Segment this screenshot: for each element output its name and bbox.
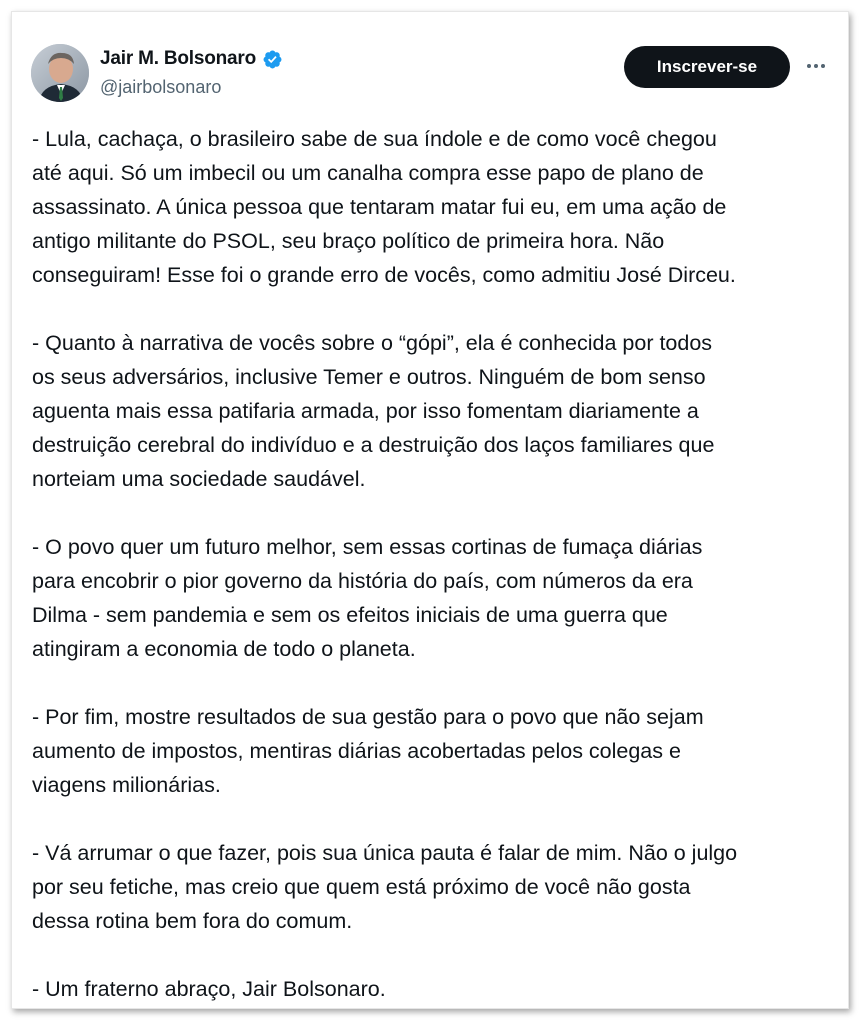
tweet-paragraph <box>32 530 832 666</box>
author-name-row[interactable] <box>100 48 283 70</box>
tweet-line: os seus adversários, inclusive Temer e outros. Ninguém de bom senso <box>32 365 706 389</box>
avatar-photo-icon <box>31 44 89 102</box>
tweet-line: por seu fetiche, mas creio que quem está próximo de você não gosta <box>32 875 691 899</box>
tweet-line: - Um fraterno abraço, Jair Bolsonaro. <box>32 977 386 1001</box>
tweet-line: atingiram a economia de todo o planeta. <box>32 637 416 661</box>
tweet-text <box>32 122 832 1006</box>
tweet-line: conseguiram! Esse foi o grande erro de vocês, como admitiu José Dirceu. <box>32 263 736 287</box>
tweet-line: - Lula, cachaça, o brasileiro sabe de sua índole e de como você chegou <box>32 127 717 151</box>
tweet-paragraph <box>32 326 832 496</box>
tweet-line: dessa rotina bem fora do comum. <box>32 909 353 933</box>
tweet-line: até aqui. Só um imbecil ou um canalha compra esse papo de plano de <box>32 161 704 185</box>
verified-badge-icon <box>262 49 283 70</box>
tweet-line: assassinato. A única pessoa que tentaram matar fui eu, em uma ação de <box>32 195 727 219</box>
tweet-line: aguenta mais essa patifaria armada, por isso fomentam diariamente a <box>32 399 699 423</box>
author-handle[interactable]: @jairbolsonaro <box>100 77 222 97</box>
tweet-line: viagens milionárias. <box>32 773 221 797</box>
tweet-line: - Vá arrumar o que fazer, pois sua única pauta é falar de mim. Não o julgo <box>32 841 738 865</box>
tweet-line: - Por fim, mostre resultados de sua gestão para o povo que não sejam <box>32 705 704 729</box>
tweet-line: antigo militante do PSOL, seu braço político de primeira hora. Não <box>32 229 665 253</box>
tweet-line: Dilma - sem pandemia e sem os efeitos iniciais de uma guerra que <box>32 603 668 627</box>
avatar[interactable] <box>31 44 89 102</box>
tweet-paragraph <box>32 700 832 802</box>
more-options-icon[interactable] <box>804 54 828 78</box>
tweet-line: - O povo quer um futuro melhor, sem essas cortinas de fumaça diárias <box>32 535 703 559</box>
tweet-card <box>11 11 849 1009</box>
author-name[interactable]: Jair M. Bolsonaro <box>100 48 257 69</box>
tweet-line: para encobrir o pior governo da história do país, com números da era <box>32 569 693 593</box>
tweet-line: aumento de impostos, mentiras diárias acobertadas pelos colegas e <box>32 739 681 763</box>
subscribe-button[interactable]: Inscrever-se <box>624 46 790 88</box>
tweet-line: destruição cerebral do indivíduo e a destruição dos laços familiares que <box>32 433 715 457</box>
tweet-paragraph <box>32 972 832 1006</box>
tweet-paragraph <box>32 122 832 292</box>
tweet-line: - Quanto à narrativa de vocês sobre o “gópi”, ela é conhecida por todos <box>32 331 713 355</box>
tweet-paragraph <box>32 836 832 938</box>
tweet-line: norteiam uma sociedade saudável. <box>32 467 366 491</box>
